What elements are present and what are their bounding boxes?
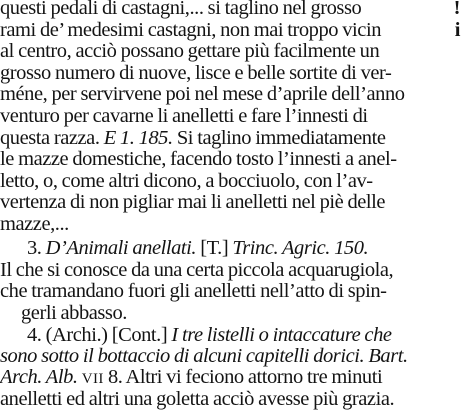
line-text: anelletti ed altri una goletta acciò avesse più grazia. xyxy=(0,388,395,410)
text-line-17 xyxy=(0,345,460,368)
text-line-3 xyxy=(0,40,460,63)
line-text: grosso numero di nuove, lisce e belle sortite di ver- xyxy=(0,61,392,84)
sense-number: 3. xyxy=(27,237,42,259)
line-text: che tramandano fuori gli anelletti nell’atto di spin- xyxy=(0,280,387,302)
sense-3-header xyxy=(27,237,460,260)
sense-definition: I tre listelli o intaccature che xyxy=(171,324,392,346)
line-text: Il che si conosce da una certa piccola acquarugiola, xyxy=(0,259,394,281)
sense-definition: sono sotto il bottaccio di alcuni capitelli dorici. xyxy=(0,345,365,367)
line-text: al centro, acciò possano gettare più facilmente un xyxy=(0,40,380,63)
line-text: méne, per servirvene poi nel mese d’aprile dell’anno xyxy=(0,83,405,106)
text-line-2 xyxy=(0,19,460,42)
line-text: venturo per cavarne li anelletti e fare l’innesti di xyxy=(0,105,368,127)
text-line-4 xyxy=(0,62,460,85)
text-line-11 xyxy=(0,213,69,236)
sense-4-header xyxy=(27,324,460,347)
text-line-5 xyxy=(0,83,460,106)
source-tag: [T.] xyxy=(200,237,229,259)
text-line-1 xyxy=(0,0,460,20)
chapter-number: 8. xyxy=(107,366,123,388)
line-text: vertenza di non pigliar mai li anelletti nel piè delle xyxy=(0,191,386,214)
margin-mark: i xyxy=(454,18,460,41)
line-text: gerli abbasso. xyxy=(21,302,127,324)
line-text: mazze,... xyxy=(0,213,69,235)
text-line-9 xyxy=(0,170,460,193)
text-line-19 xyxy=(0,388,394,410)
sense-domain: (Archi.) xyxy=(45,324,108,346)
text-line-8 xyxy=(0,148,460,171)
line-text: questa razza. xyxy=(0,126,100,149)
citation: Bart. xyxy=(368,345,408,367)
source-tag: [Cont.] xyxy=(111,324,168,346)
line-text: Si taglino immediatamente xyxy=(176,126,386,149)
line-text: questi pedali di castagni,... si taglino nel grosso xyxy=(0,0,362,19)
sense-number: 4. xyxy=(27,324,42,346)
text-line-7 xyxy=(0,127,460,150)
text-line-13 xyxy=(0,259,460,282)
text-line-10 xyxy=(0,191,460,214)
citation: E 1. 185. xyxy=(103,126,173,149)
margin-mark: ! xyxy=(453,0,460,19)
citation: Trinc. Agric. 150. xyxy=(232,237,369,259)
text-line-18 xyxy=(0,366,460,389)
text-line-15 xyxy=(21,302,127,325)
citation: Arch. Alb. xyxy=(0,366,78,388)
line-text: le mazze domestiche, facendo tosto l’innesti a anel- xyxy=(0,148,397,171)
text-line-6 xyxy=(0,105,460,128)
book-number: VII xyxy=(81,371,104,387)
text-line-14 xyxy=(0,280,460,303)
sense-heading: D’Animali anellati. xyxy=(45,237,197,259)
line-text: Altri vi fecionо attorno tre minuti xyxy=(125,366,383,388)
line-text: rami de’ medesimi castagni, non mai troppo vicin xyxy=(0,18,381,41)
line-text: letto, o, come altri dicono, a bocciuolo, con l’av- xyxy=(0,169,373,192)
